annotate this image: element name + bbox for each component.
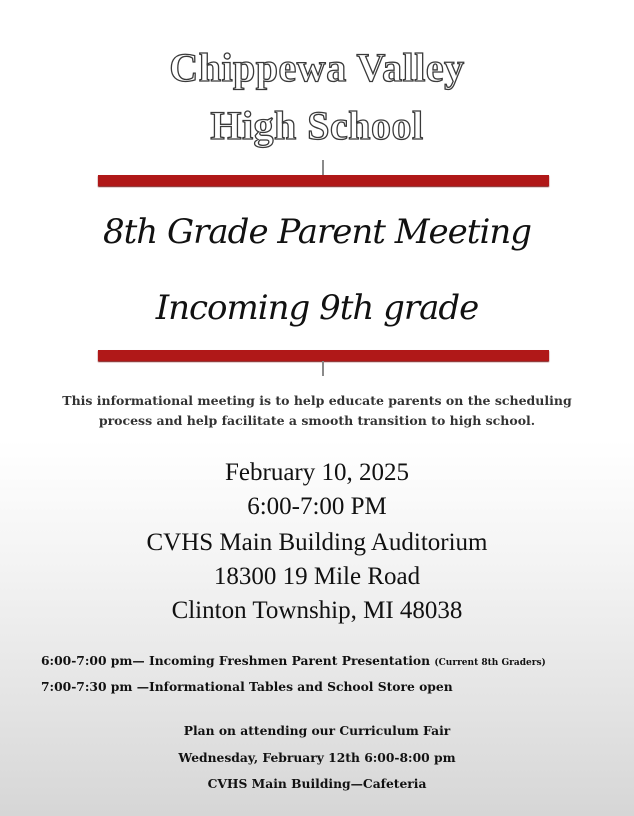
event-city: Clinton Township, MI 48038 <box>171 597 463 624</box>
schedule-item <box>41 678 621 696</box>
top-divider-tick <box>322 160 324 175</box>
event-venue: CVHS Main Building Auditorium <box>146 529 488 556</box>
intro-text-line2: process and help facilitate a smooth transition to high school. <box>98 413 536 428</box>
curriculum-fair-location: CVHS Main Building—Cafeteria <box>207 776 427 791</box>
schedule-item <box>41 652 621 672</box>
curriculum-fair-heading: Plan on attending our Curriculum Fair <box>183 723 451 738</box>
top-red-bar <box>98 175 549 186</box>
intro-text-line1: This informational meeting is to help educate parents on the scheduling <box>62 393 572 408</box>
curriculum-fair-date: Wednesday, February 12th 6:00-8:00 pm <box>178 750 456 765</box>
meeting-title: 8th Grade Parent Meeting <box>103 212 531 252</box>
event-time: 6:00-7:00 PM <box>247 493 387 520</box>
schedule-item-note: (Current 8th Graders) <box>434 658 546 668</box>
event-date: February 10, 2025 <box>225 459 409 486</box>
bottom-red-bar <box>98 350 549 361</box>
event-street-address: 18300 19 Mile Road <box>213 563 421 590</box>
schedule-item-text: 7:00-7:30 pm —Informational Tables and School Store open <box>41 679 453 694</box>
bottom-divider-tick <box>322 361 324 376</box>
school-name-line1: Chippewa Valley <box>169 45 465 90</box>
schedule-item-text: 6:00-7:00 pm— Incoming Freshmen Parent Presentation <box>41 653 435 668</box>
school-name-line2: High School <box>210 103 424 148</box>
meeting-subtitle: Incoming 9th grade <box>155 288 479 328</box>
